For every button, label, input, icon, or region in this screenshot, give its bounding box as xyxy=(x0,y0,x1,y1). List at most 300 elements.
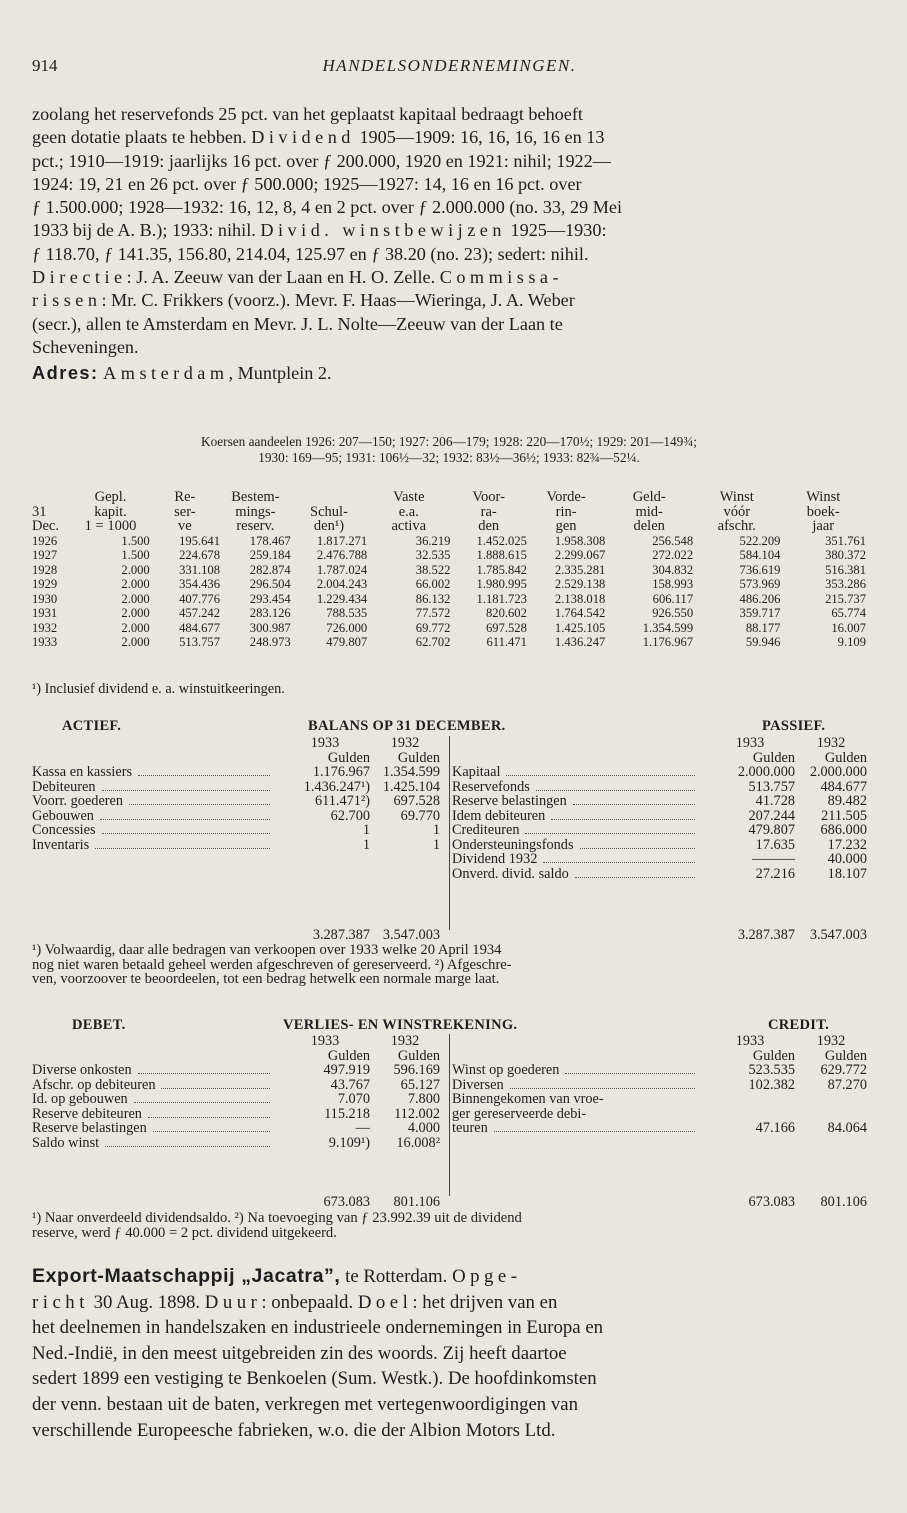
table-cell: 32.535 xyxy=(415,548,451,563)
table-row xyxy=(32,606,866,621)
table-cell: 516.381 xyxy=(825,562,866,577)
amount-1932: 1.354.599 xyxy=(382,764,440,780)
table-cell: 293.454 xyxy=(249,591,291,606)
account-row xyxy=(32,1078,440,1093)
table-cell: 407.776 xyxy=(179,591,221,606)
share-prices xyxy=(32,434,866,466)
amount-1932: 7.800 xyxy=(407,1091,440,1107)
table-cell: 736.619 xyxy=(739,562,781,577)
table-cell: 1.500 xyxy=(121,533,150,548)
column-header: jaar xyxy=(812,518,835,535)
text-line: ¹) Naar onverdeeld dividendsaldo. ²) Na toevoeging van ƒ 23.992.39 uit de dividend xyxy=(32,1210,522,1226)
account-label: Afschr. op debiteuren xyxy=(32,1077,156,1092)
text-line: ƒ 118.70, ƒ 141.35, 156.80, 214.04, 125.97 en ƒ 38.20 (no. 23); sedert: nihil. xyxy=(32,243,589,264)
column-header: mings- xyxy=(235,503,276,520)
leader-dots xyxy=(95,840,270,849)
table-cell: 380.372 xyxy=(825,548,866,563)
year-cell: 1926 xyxy=(32,533,58,548)
unit-header: Gulden xyxy=(327,1047,370,1064)
column-header: Bestem- xyxy=(231,489,280,505)
account-label: Kapitaal xyxy=(452,765,501,780)
spaced-term: Duur xyxy=(204,1291,262,1313)
table-cell: 354.436 xyxy=(179,577,221,592)
amount-1932: 1 xyxy=(432,836,440,853)
table-cell: 479.807 xyxy=(326,635,368,650)
total-1932: 3.547.003 xyxy=(809,927,867,943)
table-cell: 2.335.281 xyxy=(554,562,606,577)
table-cell: 1.787.024 xyxy=(316,562,368,577)
year-header: 1933 xyxy=(735,735,765,751)
year-header: 1932 xyxy=(390,735,420,751)
table-cell: 2.000 xyxy=(121,577,150,592)
verlies-footnotes xyxy=(32,1211,868,1240)
account-row xyxy=(32,1121,440,1136)
table-cell: 820.602 xyxy=(485,606,527,621)
table-cell: 926.550 xyxy=(652,606,694,621)
account-label: Diversen xyxy=(452,1077,504,1092)
amount-1933: 513.757 xyxy=(748,778,795,795)
account-row xyxy=(452,838,867,853)
account-label: Diverse onkosten xyxy=(32,1063,132,1078)
table-cell: 36.219 xyxy=(415,533,451,548)
column-header: rin- xyxy=(555,503,577,520)
spaced-term: Dividend xyxy=(251,127,355,148)
amount-1933: 523.535 xyxy=(748,1062,795,1078)
text-line: Scheveningen. xyxy=(32,336,139,357)
spaced-term: Divid. winstbewijzen xyxy=(260,220,506,241)
amount-1933: 207.244 xyxy=(748,807,795,824)
actief-heading: ACTIEF. xyxy=(62,718,122,734)
table-cell: 62.702 xyxy=(415,635,451,650)
leader-dots xyxy=(102,782,270,791)
account-row xyxy=(32,794,440,809)
export-paragraph xyxy=(32,1264,866,1443)
running-title: HANDELSONDERNEMINGEN. xyxy=(322,56,577,75)
table-cell: 486.206 xyxy=(739,591,781,606)
unit-header: Gulden xyxy=(824,749,867,766)
table-cell: 2.529.138 xyxy=(554,577,606,592)
actief-table xyxy=(32,736,440,852)
text-line: sedert 1899 een vestiging te Benkoelen (Sum. Westk.). De hoofdinkomsten xyxy=(32,1368,597,1390)
account-row xyxy=(452,852,867,867)
table-cell: 77.572 xyxy=(415,606,451,621)
table-cell: 195.641 xyxy=(179,533,221,548)
column-header: ve xyxy=(178,518,192,535)
text-line: nog niet waren betaald geheel werden afgeschreven of gereserveerd. ²) Afgeschre- xyxy=(32,956,512,973)
year-cell: 1927 xyxy=(32,548,58,563)
leader-dots xyxy=(129,796,270,805)
account-label: Reservefonds xyxy=(452,779,530,794)
leader-dots xyxy=(161,1080,270,1089)
table-row xyxy=(32,548,866,563)
amount-1932: 89.482 xyxy=(827,793,867,809)
debet-totals xyxy=(32,1195,440,1210)
leader-dots xyxy=(536,782,695,791)
text-line: reserve, werd ƒ 40.000 = 2 pct. dividend uitgekeerd. xyxy=(32,1224,337,1241)
leader-dots xyxy=(525,825,695,834)
account-label: Debiteuren xyxy=(32,779,96,794)
spaced-term: Doel xyxy=(357,1291,413,1313)
year-header: 1932 xyxy=(390,1033,420,1049)
unit-header: Gulden xyxy=(327,749,370,766)
leader-dots xyxy=(134,1094,270,1103)
table-cell: 359.717 xyxy=(739,606,781,621)
amount-1932: 697.528 xyxy=(393,793,440,809)
text-line: ¹) Volwaardig, daar alle bedragen van verkoopen over 1933 welke 20 April 1934 xyxy=(32,942,502,958)
table-cell: 259.184 xyxy=(249,548,291,563)
column-header: e.a. xyxy=(398,503,419,520)
account-row xyxy=(452,1063,867,1078)
year-header: 1933 xyxy=(735,1033,765,1049)
balans-footnotes xyxy=(32,943,868,987)
account-label: Reserve belastingen xyxy=(452,794,567,809)
account-row xyxy=(32,838,440,853)
year-header: 1933 xyxy=(310,1033,340,1049)
amount-1932: 69.770 xyxy=(400,807,440,824)
verlies-title: VERLIES- EN WINSTREKENING. xyxy=(283,1017,518,1033)
text-line: richt 30 Aug. 1898. Duur: onbepaald. Doel: het drijven van en xyxy=(32,1291,558,1313)
amount-1933: 62.700 xyxy=(330,807,370,824)
table-cell: 1.181.723 xyxy=(476,591,527,606)
table-cell: 38.522 xyxy=(415,562,451,577)
column-header: den¹) xyxy=(313,518,345,535)
account-label: teuren xyxy=(452,1121,488,1136)
total-1932: 801.106 xyxy=(820,1194,867,1210)
text-line: Ned.-Indië, in den meest uitgebreiden zin des woords. Zij heeft daartoe xyxy=(32,1342,567,1364)
table-cell: 300.987 xyxy=(249,620,291,635)
amount-1933 xyxy=(705,1107,795,1122)
unit-header: Gulden xyxy=(752,1047,795,1064)
account-label: Dividend 1932 xyxy=(452,852,538,867)
account-label: ger gereserveerde debi- xyxy=(452,1106,587,1121)
amount-1933: 1 xyxy=(362,822,370,838)
table-cell: 513.757 xyxy=(179,635,221,650)
total-1933: 673.083 xyxy=(323,1194,370,1210)
intro-paragraph xyxy=(32,103,866,386)
total-1932: 3.547.003 xyxy=(382,927,440,943)
amount-1933: ——— xyxy=(752,851,795,867)
column-header: Geld- xyxy=(632,489,666,505)
amount-1933: 27.216 xyxy=(755,865,795,882)
account-label: Concessies xyxy=(32,823,96,838)
actief-totals xyxy=(32,928,440,943)
table-cell: 9.109 xyxy=(837,635,866,650)
leader-dots xyxy=(573,796,695,805)
year-cell: 1930 xyxy=(32,591,58,606)
table-cell: 1.452.025 xyxy=(476,533,527,548)
text-line: ven, voorzoover te beoordeelen, tot een bedrag hetwelk een normale marge laat. xyxy=(32,971,500,987)
account-row xyxy=(452,823,867,838)
spaced-term: richt xyxy=(32,1291,89,1313)
table-cell: 224.678 xyxy=(179,548,221,563)
column-header: Voor- xyxy=(472,489,505,505)
table-cell: 2.004.243 xyxy=(316,577,368,592)
account-row xyxy=(32,765,440,780)
column-header: reserv. xyxy=(236,518,275,535)
page-number: 914 xyxy=(32,56,58,75)
table-cell: 178.467 xyxy=(249,533,291,548)
column-header: Vorde- xyxy=(546,489,586,505)
year-cell: 1928 xyxy=(32,562,58,577)
column-header xyxy=(291,490,367,505)
leader-dots xyxy=(543,854,695,863)
table-cell: 2.000 xyxy=(121,635,150,650)
spaced-term: Commissa- xyxy=(439,267,564,288)
total-1932: 801.106 xyxy=(393,1194,440,1210)
account-row xyxy=(452,1121,867,1136)
column-header xyxy=(32,490,71,505)
table-cell: 248.973 xyxy=(249,635,291,650)
leader-dots xyxy=(148,1109,270,1118)
amount-1932: 686.000 xyxy=(820,822,867,838)
table-cell: 1.980.995 xyxy=(476,577,527,592)
text-line: Export-Maatschappij „Jacatra”, te Rotterdam. Opge- xyxy=(32,1265,522,1287)
column-header: activa xyxy=(391,518,427,535)
table-header-row xyxy=(32,505,866,520)
account-row xyxy=(452,1092,867,1107)
amount-1933: 115.218 xyxy=(324,1105,370,1122)
spaced-term: Opge- xyxy=(452,1266,522,1287)
table-cell: 69.772 xyxy=(415,620,451,635)
amount-1932: 4.000 xyxy=(407,1120,440,1136)
table-cell: 16.007 xyxy=(831,620,866,635)
table-cell: 351.761 xyxy=(825,533,866,548)
leader-dots xyxy=(575,869,695,878)
text-line: zoolang het reservefonds 25 pct. van het geplaatst kapitaal bedraagt behoeft xyxy=(32,104,583,124)
table-cell: 573.969 xyxy=(739,577,781,592)
table-cell: 584.104 xyxy=(739,548,781,563)
table-row xyxy=(32,592,866,607)
table-cell: 606.117 xyxy=(652,591,694,606)
address-label: Adres: xyxy=(32,363,99,384)
balans-title: BALANS OP 31 DECEMBER. xyxy=(308,718,506,734)
total-1933: 3.287.387 xyxy=(312,927,370,943)
table-cell: 331.108 xyxy=(179,562,221,577)
text-line: geen dotatie plaats te hebben. Dividend 1905—1909: 16, 16, 16, 16 en 13 xyxy=(32,127,605,148)
credit-table xyxy=(452,1034,867,1136)
table-cell: 2.299.067 xyxy=(554,548,606,563)
leader-dots xyxy=(153,1123,270,1132)
debet-table xyxy=(32,1034,440,1150)
column-header: mid- xyxy=(635,503,663,520)
account-row xyxy=(452,867,867,882)
account-row xyxy=(452,780,867,795)
column-header: vóór xyxy=(723,503,751,520)
table-cell: 66.002 xyxy=(415,577,451,592)
leader-dots xyxy=(565,1065,695,1074)
amount-1933: 47.166 xyxy=(755,1120,795,1136)
passief-heading: PASSIEF. xyxy=(762,718,826,734)
amount-1933: 1.176.967 xyxy=(312,764,370,780)
table-cell: 2.000 xyxy=(121,591,150,606)
account-label: Voorr. goederen xyxy=(32,794,124,809)
text-line: verschillende Europeesche fabrieken, w.o. die der Albion Motors Ltd. xyxy=(32,1419,556,1441)
account-row xyxy=(32,823,440,838)
table-cell: 353.286 xyxy=(825,577,866,592)
account-row xyxy=(32,1136,440,1151)
page-header xyxy=(32,56,867,80)
amount-1932: 40.000 xyxy=(827,851,867,867)
amount-1933: 2.000.000 xyxy=(737,764,795,780)
credit-heading: CREDIT. xyxy=(768,1017,830,1033)
column-header: boek- xyxy=(806,503,840,520)
amount-1933: — xyxy=(355,1120,370,1136)
spaced-term: rissen xyxy=(32,290,102,311)
text-line: Directie: J. A. Zeeuw van der Laan en H. O. Zelle. Commissa- xyxy=(32,267,564,288)
amount-1932: 84.064 xyxy=(827,1120,867,1136)
unit-header: Gulden xyxy=(752,749,795,766)
column-header: Gepl. xyxy=(94,489,127,505)
table-cell: 283.126 xyxy=(249,606,291,621)
table-cell: 1.958.308 xyxy=(554,533,606,548)
address-city: Amsterdam xyxy=(103,363,229,384)
amount-1932: 596.169 xyxy=(393,1062,440,1078)
table-cell: 1.425.105 xyxy=(554,620,606,635)
table-cell: 726.000 xyxy=(326,620,368,635)
column-header: Winst xyxy=(806,489,841,505)
amount-1933: 41.728 xyxy=(755,793,795,809)
account-label: Ondersteuningsfonds xyxy=(452,837,574,852)
amount-1932: 17.232 xyxy=(827,836,867,853)
table-cell: 1.785.842 xyxy=(476,562,527,577)
amount-1932: 1.425.104 xyxy=(382,778,440,795)
leader-dots xyxy=(494,1123,695,1132)
year-header: 1932 xyxy=(816,1033,846,1049)
unit-header: Gulden xyxy=(824,1047,867,1064)
account-label: Crediteuren xyxy=(452,823,520,838)
table-cell: 1.176.967 xyxy=(642,635,694,650)
amount-1933 xyxy=(705,1092,795,1107)
account-row xyxy=(32,809,440,824)
text-line: 1924: 19, 21 en 26 pct. over ƒ 500.000; 1925—1927: 14, 16 en 16 pct. over xyxy=(32,173,582,194)
leader-dots xyxy=(100,811,270,820)
table-cell: 1.436.247 xyxy=(554,635,606,650)
account-label: Idem debiteuren xyxy=(452,808,546,823)
column-header: Dec. xyxy=(32,518,59,535)
unit-header: Gulden xyxy=(397,749,440,766)
total-1933: 673.083 xyxy=(748,1194,795,1210)
account-row xyxy=(452,765,867,780)
financial-table xyxy=(32,490,866,650)
company-name: Export-Maatschappij „Jacatra”, xyxy=(32,1265,341,1287)
amount-1932: 484.677 xyxy=(820,778,867,795)
column-header: Re- xyxy=(174,489,196,505)
year-cell: 1932 xyxy=(32,620,58,635)
credit-totals xyxy=(452,1195,867,1210)
account-label: Binnengekomen van vroe- xyxy=(452,1092,604,1107)
text-line: der venn. bestaan uit de baten, verkregen met vertegenwoordigingen van xyxy=(32,1393,579,1415)
column-divider xyxy=(449,1034,450,1196)
table-cell: 1.888.615 xyxy=(476,548,527,563)
text-line: pct.; 1910—1919: jaarlijks 16 pct. over ƒ 200.000, 1920 en 1921: nihil; 1922— xyxy=(32,150,611,171)
table-cell: 2.000 xyxy=(121,620,150,635)
column-header: 31 xyxy=(32,503,47,520)
table-cell: 457.242 xyxy=(179,606,221,621)
table-cell: 2.476.788 xyxy=(316,548,368,563)
year-cell: 1929 xyxy=(32,577,58,592)
text-line: ƒ 1.500.000; 1928—1932: 16, 12, 8, 4 en 2 pct. over ƒ 2.000.000 (no. 33, 29 Mei xyxy=(32,197,623,218)
table-cell: 1.500 xyxy=(121,548,150,563)
amount-1933: 7.070 xyxy=(337,1091,370,1107)
text-line: rissen: Mr. C. Frikkers (voorz.). Mevr. F. Haas—Wieringa, J. A. Weber xyxy=(32,290,575,311)
account-row xyxy=(32,1063,440,1078)
amount-1933: 1.436.247¹) xyxy=(303,778,370,795)
amount-1933: 9.109¹) xyxy=(328,1134,370,1151)
table-cell: 2.000 xyxy=(121,562,150,577)
amount-1933: 611.471²) xyxy=(315,793,370,809)
amount-1932: 65.127 xyxy=(400,1076,440,1093)
account-label: Gebouwen xyxy=(32,808,94,823)
column-header: gen xyxy=(555,518,577,535)
table-cell: 2.000 xyxy=(121,606,150,621)
year-cell: 1933 xyxy=(32,635,58,650)
column-header: ser- xyxy=(174,503,196,520)
spaced-term: Directie xyxy=(32,267,127,288)
year-header: 1933 xyxy=(310,735,340,751)
column-header: Schul- xyxy=(310,503,348,520)
table-cell: 304.832 xyxy=(652,562,694,577)
table-row xyxy=(32,534,866,549)
text-line: het deelnemen in handelszaken en industrieele ondernemingen in Europa en xyxy=(32,1317,604,1339)
column-header: den xyxy=(478,518,500,535)
amount-1932: 1 xyxy=(432,822,440,838)
column-header: Winst xyxy=(719,489,754,505)
table-cell: 59.946 xyxy=(745,635,781,650)
amount-1932: 112.002 xyxy=(394,1105,440,1122)
amount-1932: 16.008² xyxy=(396,1134,440,1151)
column-header: afschr. xyxy=(717,518,756,535)
account-label: Reserve belastingen xyxy=(32,1121,147,1136)
account-label: Inventaris xyxy=(32,837,90,852)
passief-totals xyxy=(452,928,867,943)
table-cell: 1.229.434 xyxy=(316,591,368,606)
leader-dots xyxy=(551,811,695,820)
account-label: Reserve debiteuren xyxy=(32,1106,142,1121)
table-cell: 697.528 xyxy=(485,620,527,635)
column-header: delen xyxy=(633,518,665,535)
amount-1932: 87.270 xyxy=(827,1076,867,1093)
table-cell: 1.354.599 xyxy=(642,620,694,635)
table-cell: 1.817.271 xyxy=(316,533,368,548)
table-cell: 282.874 xyxy=(249,562,291,577)
account-row xyxy=(32,780,440,795)
year-header: 1932 xyxy=(816,735,846,751)
total-1933: 3.287.387 xyxy=(737,927,795,943)
leader-dots xyxy=(105,1138,270,1147)
table-cell: 611.471 xyxy=(486,635,527,650)
table-cell: 88.177 xyxy=(745,620,781,635)
leader-dots xyxy=(506,767,695,776)
address-line: Adres: Amsterdam, Muntplein 2. xyxy=(32,363,332,384)
account-label: Winst op goederen xyxy=(452,1063,560,1078)
account-row xyxy=(452,809,867,824)
table-cell: 296.504 xyxy=(249,577,291,592)
text-line: 1930: 169—95; 1931: 106½—32; 1932: 83½—36½; 1933: 82¾—52¼. xyxy=(258,450,640,465)
account-label: Onverd. divid. saldo xyxy=(452,866,569,881)
leader-dots xyxy=(138,767,270,776)
leader-dots xyxy=(580,840,695,849)
passief-table xyxy=(452,736,867,881)
column-header: ra- xyxy=(480,503,497,520)
table-cell: 2.138.018 xyxy=(554,591,606,606)
amount-1932 xyxy=(795,1107,867,1122)
amount-1933: 43.767 xyxy=(330,1076,370,1093)
amount-1933: 102.382 xyxy=(748,1076,795,1093)
unit-header: Gulden xyxy=(397,1047,440,1064)
column-header: 1 = 1000 xyxy=(84,518,137,535)
table-cell: 86.132 xyxy=(415,591,451,606)
text-line: (secr.), allen te Amsterdam en Mevr. J. L. Nolte—Zeeuw van der Laan te xyxy=(32,313,563,334)
